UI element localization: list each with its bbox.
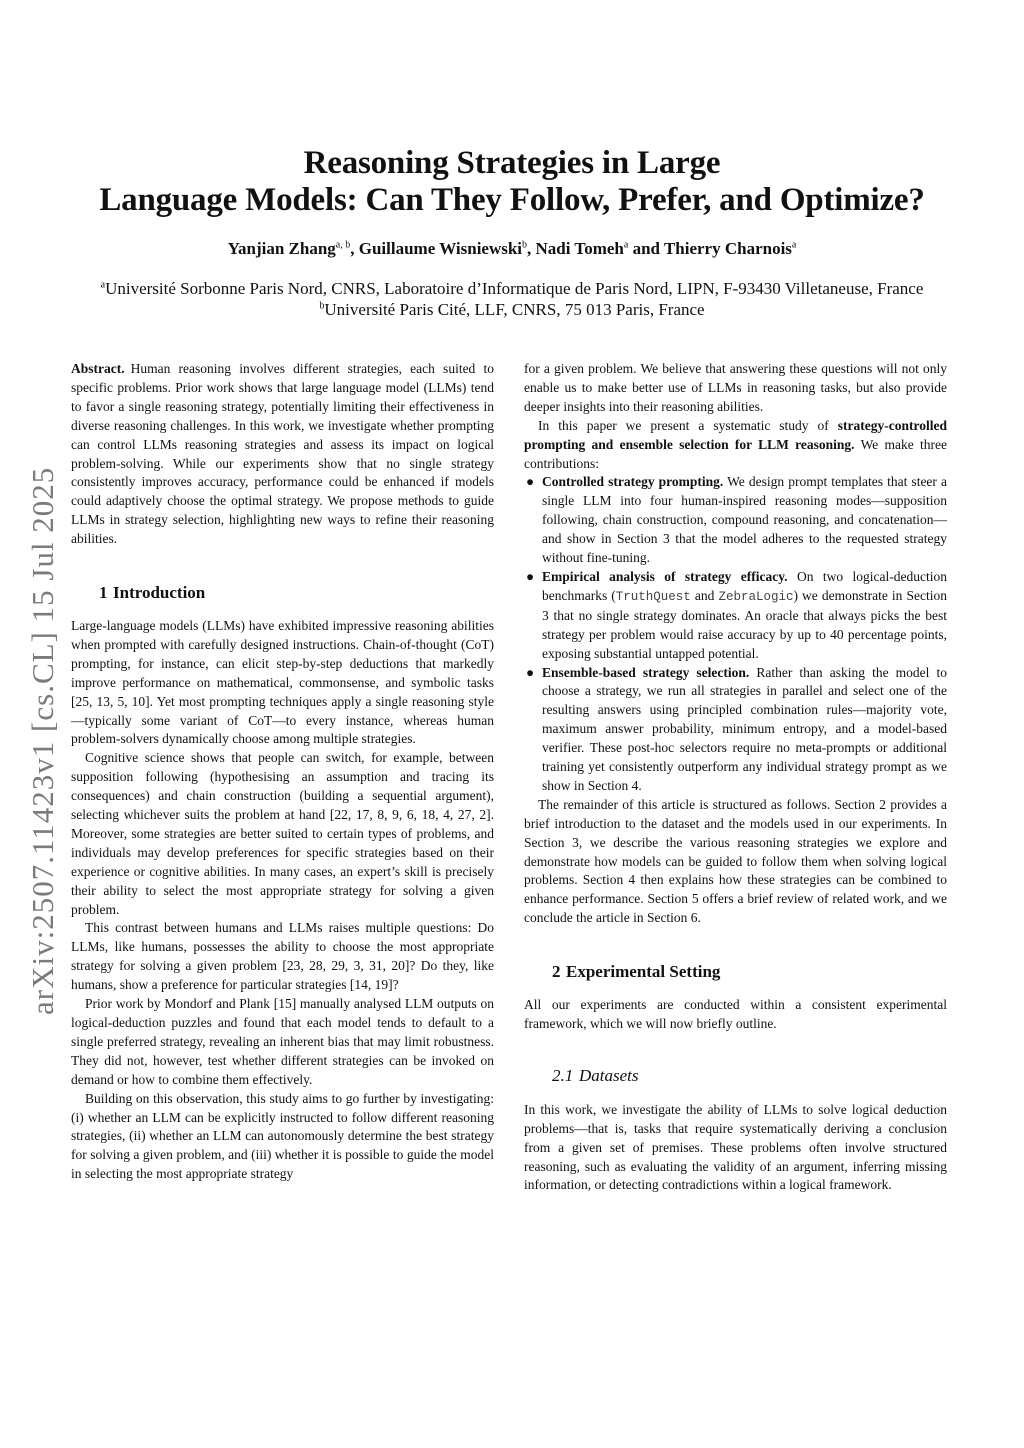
intro-paragraph: This contrast between humans and LLMs raises multiple questions: Do LLMs, like humans, possesses the ability to choose the most appropriate strategy for solving a given problem [23, 28, 29, 3, 31, 20]? Do they, like humans, show a preference for particular strategies [14, 19]?	[71, 920, 494, 993]
author-affiliation-mark: a	[623, 239, 629, 251]
subsection-number: 2.1	[552, 1065, 574, 1085]
author-list	[0, 239, 1024, 259]
abstract-label: Abstract.	[71, 361, 125, 376]
contribution-list	[524, 473, 947, 795]
affiliation-text: Université Paris Cité, LLF, CNRS, 75 013 Paris, France	[324, 300, 705, 319]
intro-paragraph: Large-language models (LLMs) have exhibited impressive reasoning abilities when prompted with carefully designed instructions. Chain-of-thought (CoT) prompting, for instance, can elicit step-by-step deductions that markedly improve performance on mathematical, commonsense, and symbolic tasks [25, 13, 5, 10]. Yet most prompting techniques apply a single reasoning style—typically some variant of CoT—to every instance, whereas human problem-solvers dynamically choose among multiple strategies.	[71, 617, 494, 747]
author-name: Yanjian Zhang	[227, 239, 336, 258]
section-heading-introduction	[71, 584, 494, 603]
paper-title	[0, 145, 1024, 219]
contributions-intro	[524, 417, 947, 474]
bullet-icon: ●	[526, 474, 535, 490]
author-name: Nadi Tomeh	[535, 239, 624, 258]
author-separator: ,	[350, 239, 359, 258]
author-name: Thierry Charnois	[663, 239, 792, 258]
author-affiliation-mark: a	[791, 239, 797, 251]
section-title: Experimental Setting	[566, 962, 721, 982]
section-heading-experimental-setting	[524, 963, 947, 982]
benchmark-name: TruthQuest	[615, 589, 691, 604]
author-affiliation-mark: b	[522, 239, 528, 251]
contribution-item	[524, 568, 947, 664]
intro-paragraph: Building on this observation, this study aims to go further by investigating: (i) whether an LLM can be explicitly instructed to follow different reasoning strategies, (ii) whether an LLM can autonomously determine the best strategy for solving a given problem, and (iii) whether it is possible to guide the model in selecting the most appropriate strategy	[71, 1090, 494, 1182]
contribution-item	[524, 664, 947, 796]
contribution-heading: Empirical analysis of strategy efficacy.	[542, 568, 788, 584]
structure-paragraph: The remainder of this article is structured as follows. Section 2 provides a brief introduction to the dataset and the models used in our experiments. In Section 3, we describe the various reasoning strategies we explore and demonstrate how models can be guided to follow them when solving logical problems. Section 4 then explains how these strategies can be combined to enhance performance. Section 5 offers a brief review of related work, and we conclude the article in Section 6.	[524, 796, 947, 926]
left-column	[71, 360, 494, 1184]
section-number: 1	[99, 583, 108, 603]
arxiv-identifier: arXiv:2507.11423v1 [cs.CL] 15 Jul 2025	[25, 466, 60, 1015]
affiliation-a	[0, 278, 1024, 299]
author-separator: ,	[527, 239, 536, 258]
intro-paragraph: Prior work by Mondorf and Plank [15] manually analysed LLM outputs on logical-deduction puzzles and found that each model tends to default to a single preferred strategy, revealing an inherent bias that may limit robustness. They did not, however, test whether different strategies can be invoked on demand or how to combine them effectively.	[71, 996, 494, 1087]
affiliation-b	[0, 299, 1024, 320]
contribution-item	[524, 473, 947, 568]
contribution-text: Rather than asking the model to choose a strategy, we run all strategies in parallel and select one of the resulting answers using principled combination rules—majority vote, maximum answer probability, minimum entropy, and a model-based verifier. These post-hoc selectors require no meta-prompts or additional training yet consistently outperform any individual strategy prompt as we show in Section 4.	[542, 664, 947, 793]
title-line-2: Language Models: Can They Follow, Prefer, and Optimize?	[99, 182, 925, 218]
subsection-title: Datasets	[579, 1065, 639, 1085]
abstract	[71, 360, 494, 549]
contribution-heading: Ensemble-based strategy selection.	[542, 664, 750, 680]
section-title: Introduction	[113, 583, 206, 603]
bullet-icon: ●	[526, 568, 535, 584]
intro-paragraph: Cognitive science shows that people can switch, for example, between supposition following (hypothesising an assumption and tracing its consequences) and chain construction (building a sequential argument), selecting whichever suits the problem at hand [22, 17, 8, 9, 6, 18, 4, 27, 2]. Moreover, some strategies are better suited to certain types of problems, and individuals may develop preferences for specific strategies based on their experience or cognitive abilities. In many cases, an expert’s skill is precisely their ability to select the most appropriate strategy for solving a given problem.	[71, 750, 494, 917]
right-column	[524, 360, 947, 1195]
benchmark-name: ZebraLogic	[718, 589, 794, 604]
contribution-text: and	[690, 587, 719, 603]
affiliations	[0, 278, 1024, 320]
section-paragraph: In this work, we investigate the ability of LLMs to solve logical deduction problems—that is, tasks that require systematically deriving a conclusion from a given set of premises. These problems often involve structured reasoning, such as evaluating the validity of an argument, inferring missing information, or detecting contradictions within a logical framework.	[524, 1101, 947, 1193]
abstract-text: Human reasoning involves different strategies, each suited to specific problems. Prior work shows that large language model (LLMs) tend to favor a single reasoning strategy, potentially limiting their effectiveness in diverse reasoning challenges. In this work, we investigate whether prompting can control LLMs reasoning strategies and assess its impact on logical problem-solving. While our experiments show that no single strategy consistently improves accuracy, performance could be enhanced if models could adaptively choose the optimal strategy. We propose methods to guide LLMs in strategy selection, highlighting new ways to refine their reasoning abilities.	[71, 361, 494, 547]
subsection-heading-datasets	[524, 1067, 947, 1086]
continued-paragraph: for a given problem. We believe that answering these questions will not only enable us to make better use of LLMs in reasoning tasks, but also provide deeper insights into their reasoning abilities.	[524, 361, 947, 414]
bullet-icon: ●	[526, 664, 535, 680]
affiliation-mark: a	[100, 279, 106, 291]
contribution-text: We design prompt templates that steer a single LLM into four human-inspired reasoning modes—supposition following, chain construction, compound reasoning, and concatenation—and show in Section 3 that the model adheres to the requested strategy without fine-tuning.	[542, 474, 947, 566]
affiliation-mark: b	[319, 300, 325, 312]
author-affiliation-mark: a, b	[335, 239, 351, 251]
contribution-text: On two logical-deduction benchmarks (	[542, 568, 947, 603]
emphasis-text: strategy-controlled prompting and ensemble selection for LLM reasoning.	[524, 417, 947, 452]
paragraph-text: In this paper we present a systematic study of	[538, 417, 838, 433]
section-paragraph: All our experiments are conducted within a consistent experimental framework, which we will now briefly outline.	[524, 997, 947, 1031]
author-name: Guillaume Wisniewski	[358, 239, 523, 258]
author-separator: and	[628, 239, 664, 258]
contribution-text: ) we demonstrate in Section 3 that no single strategy dominates. An oracle that always picks the best strategy per problem would raise accuracy by up to 40 percentage points, exposing substantial untapped potential.	[542, 587, 947, 661]
paragraph-text: We make three contributions:	[524, 436, 947, 471]
section-number: 2	[552, 962, 561, 982]
title-line-1: Reasoning Strategies in Large	[303, 145, 721, 181]
affiliation-text: Université Sorbonne Paris Nord, CNRS, Laboratoire d’Informatique de Paris Nord, LIPN, F-93430 Villetaneuse, France	[105, 279, 924, 298]
contribution-heading: Controlled strategy prompting.	[542, 474, 724, 490]
